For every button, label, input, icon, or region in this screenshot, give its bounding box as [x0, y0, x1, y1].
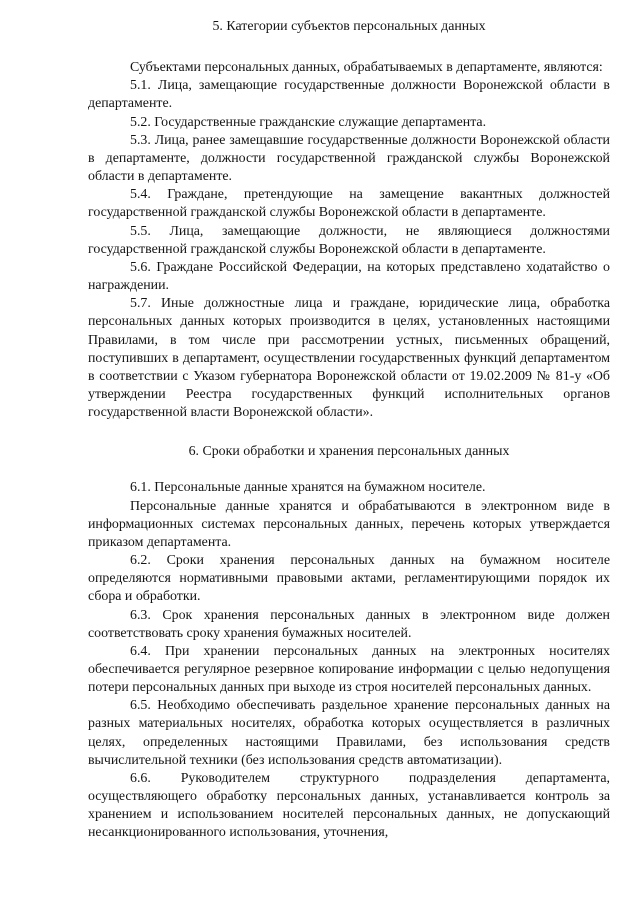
paragraph-6-5: 6.5. Необходимо обеспечивать раздельное хранение персональных данных на разных материальных носителях, обработка которых осуществляется в различных целях, определенных настоящими Правилами, без использования средств вычислительной техники (без использования средств автоматизации).: [88, 698, 610, 768]
paragraph-5-1: 5.1. Лица, замещающие государственные должности Воронежской области в департаменте.: [88, 78, 610, 112]
paragraph-5-2: 5.2. Государственные гражданские служащие департамента.: [130, 114, 487, 130]
paragraph-6-2: 6.2. Сроки хранения персональных данных на бумажном носителе определяются нормативными правовыми актами, регламентирующими порядок их сбора и обработки.: [88, 553, 610, 605]
paragraph-5-4: 5.4. Граждане, претендующие на замещение вакантных должностей государственной гражданской службы Воронежской области в департаменте.: [88, 187, 610, 221]
paragraph-5-6: 5.6. Граждане Российской Федерации, на которых представлено ходатайство о награждении.: [88, 259, 610, 294]
paragraph-5-3: 5.3. Лица, ранее замещавшие государственные должности Воронежской области в департаменте, должности государственной гражданской службы Воронежской области в департаменте.: [88, 132, 610, 185]
paragraph-5-intro: Субъектами персональных данных, обрабатываемых в департаменте, являются:: [130, 60, 603, 76]
paragraph-5-7: 5.7. Иные должностные лица и граждане, юридические лица, обработка персональных данных которых производится в целях, установленных настоящими Правилами, в том числе при рассмотрении устных, письменных обращений, поступивших в департамент, осуществлении государственных функций департаментом в соответствии с Указом губернатора Воронежской области от 19.02.2009 № 81-у «Об утверждении Реестра государственных функций исполнительных органов государственной власти Воронежской области».: [88, 296, 610, 421]
paragraph-6-1-continued: Персональные данные хранятся и обрабатываются в электронном виде в информационных системах персональных данных, перечень которых утверждается приказом департамента.: [88, 498, 610, 550]
paragraph-6-4: 6.4. При хранении персональных данных на электронных носителях обеспечивается регулярное резервное копирование информации с целью недопущения потери персональных данных при выходе из строя носителей персональных данных.: [88, 643, 610, 696]
document-page: [88, 18, 610, 843]
paragraph-6-1: 6.1. Персональные данные хранятся на бумажном носителе.: [130, 480, 486, 496]
paragraph-6-3: 6.3. Срок хранения персональных данных в электронном виде должен соответствовать сроку хранения бумажных носителей.: [88, 607, 610, 641]
paragraph-5-5: 5.5. Лица, замещающие должности, не являющиеся должностями государственной гражданской службы Воронежской области в департаменте.: [88, 223, 610, 257]
paragraph-6-6: 6.6. Руководителем структурного подразделения департамента, осуществляющего обработку персональных данных, устанавливается контроль за хранением и использованием носителей персональных данных, не допускающий несанкционированного использования, уточнения,: [88, 770, 610, 841]
section-6-title: 6. Сроки обработки и хранения персональных данных: [188, 444, 510, 460]
section-5-title: 5. Категории субъектов персональных данных: [212, 19, 486, 34]
